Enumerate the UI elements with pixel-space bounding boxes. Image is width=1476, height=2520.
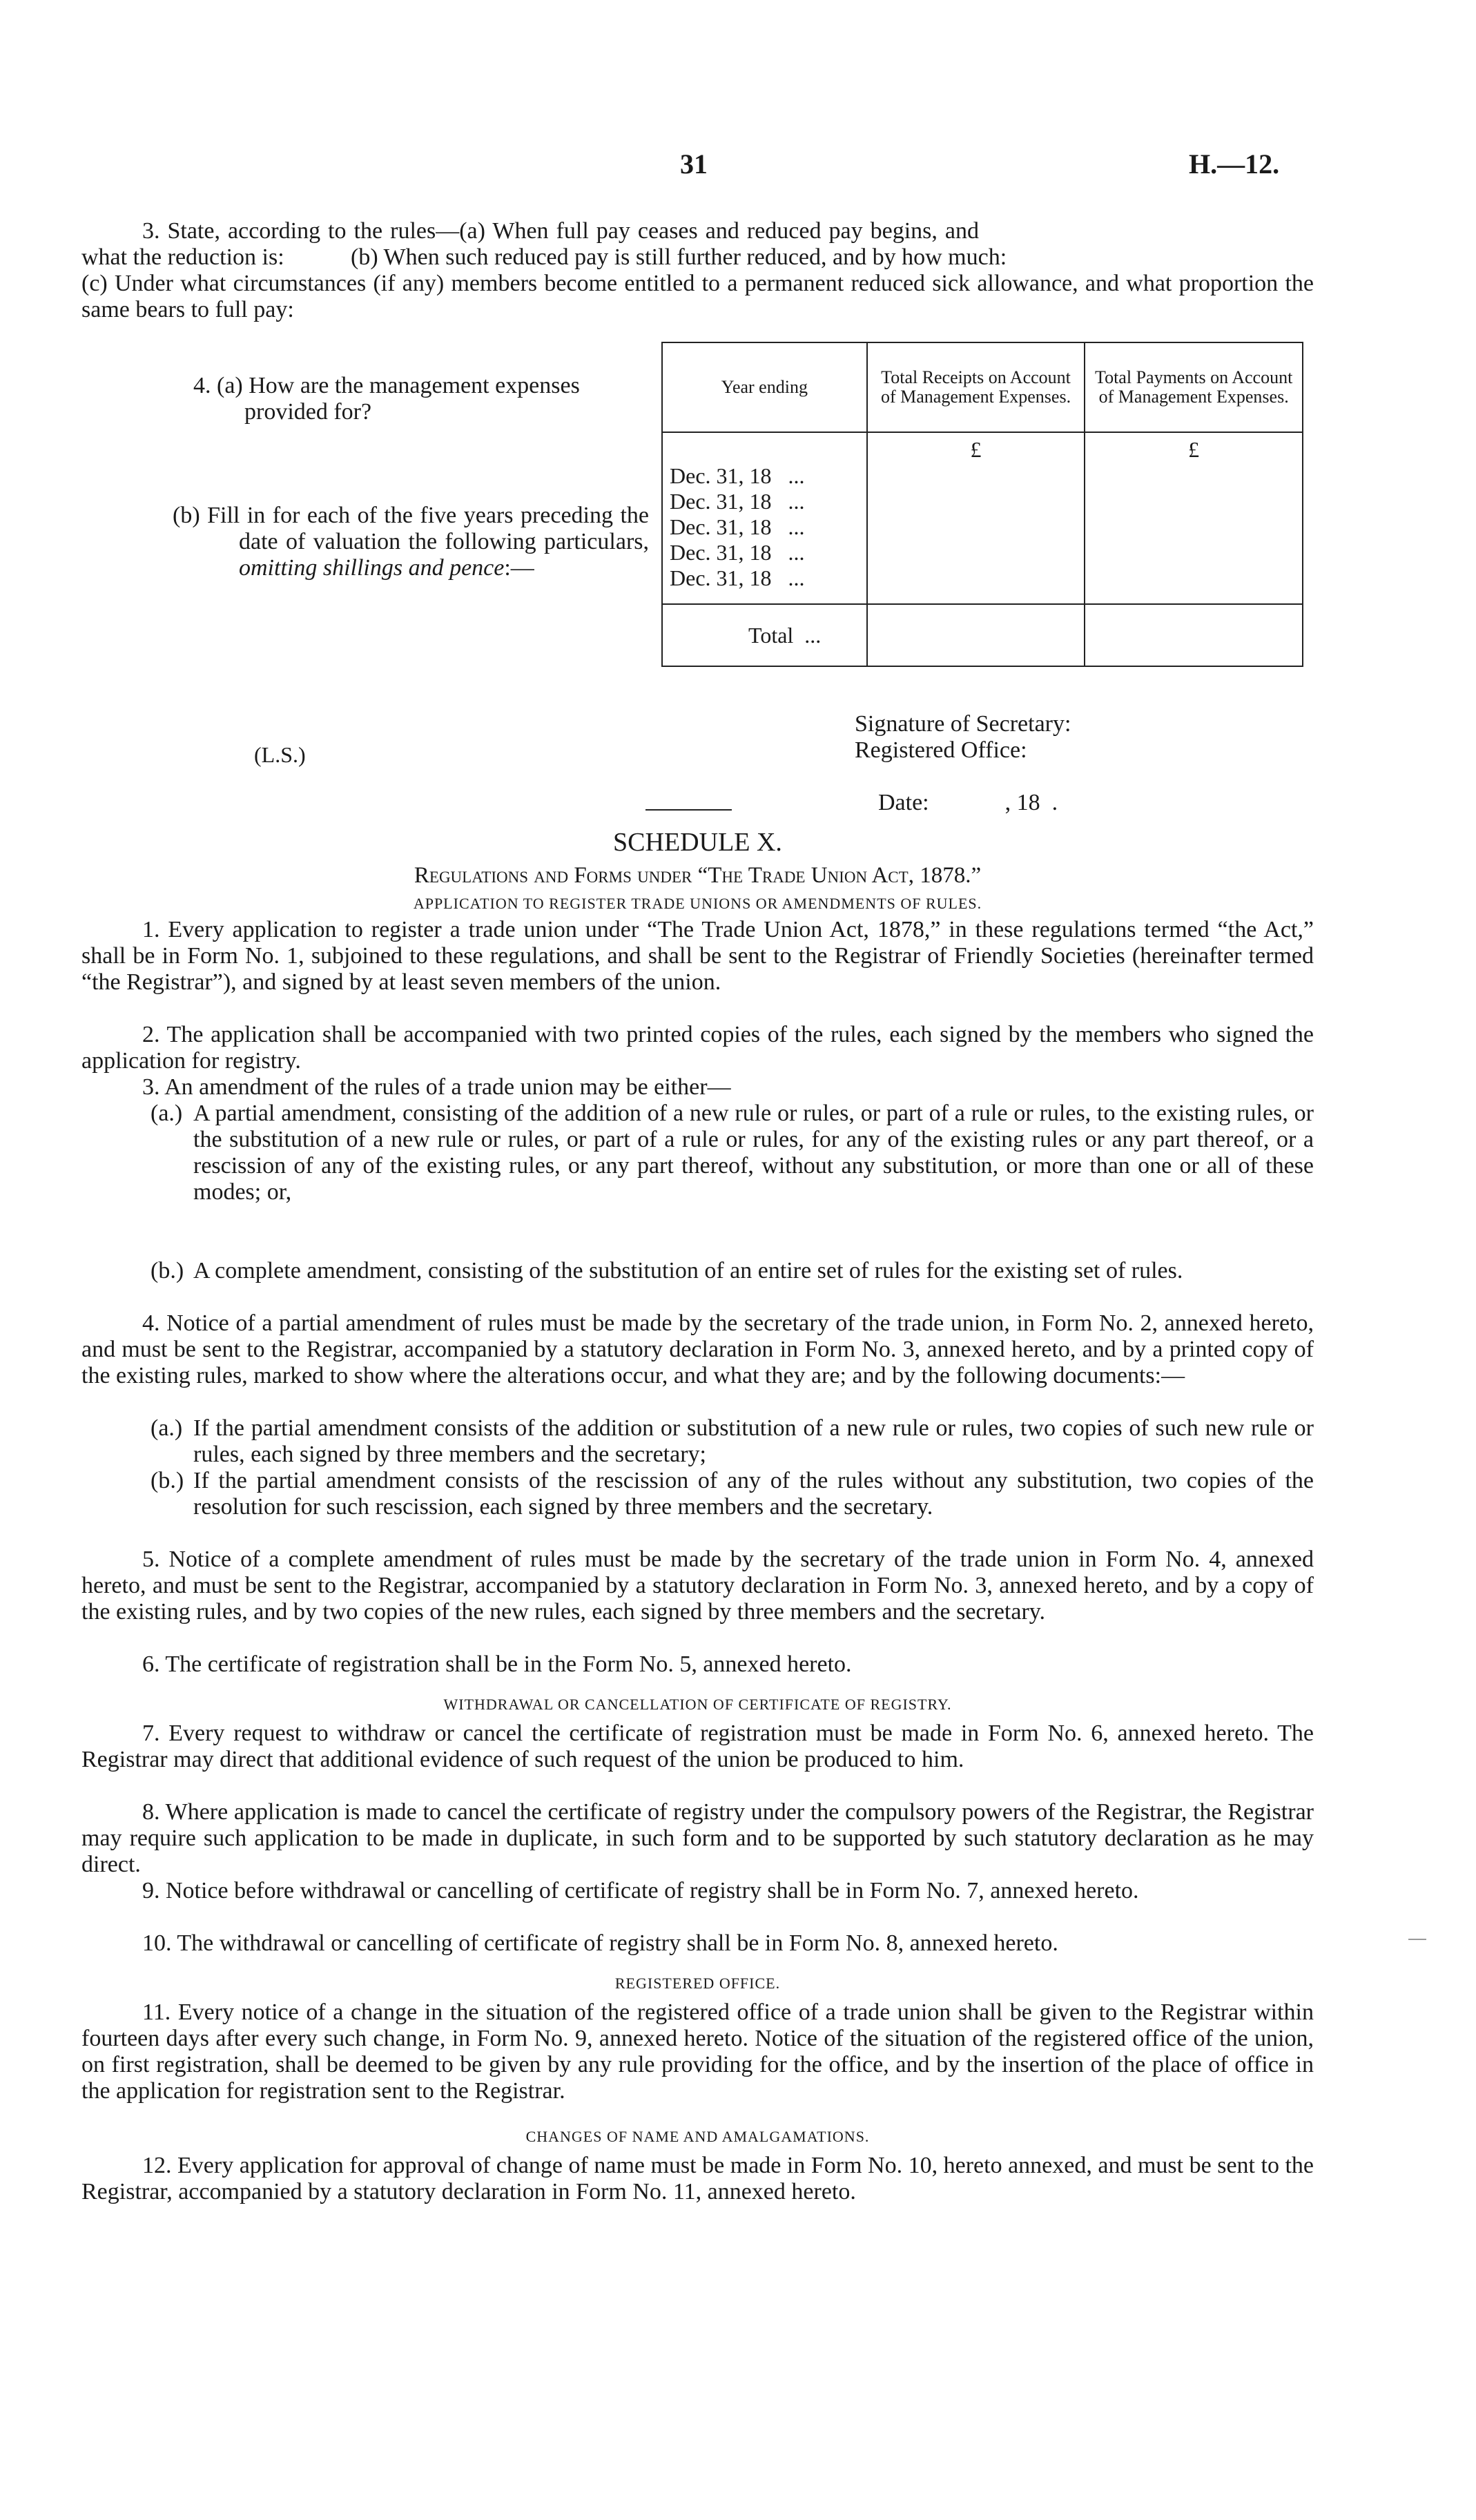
list-text: A complete amendment, consisting of the substitution of an entire set of rules for the existing set of rules. bbox=[193, 1258, 1183, 1283]
heading-withdrawal: WITHDRAWAL OR CANCELLATION OF CERTIFICATE OF REGISTRY. bbox=[443, 1696, 952, 1713]
paragraph-9: 9. Notice before withdrawal or cancelling of certificate of registry shall be in Form No. 7, annexed hereto. bbox=[142, 1878, 1139, 1903]
list-text: If the partial amendment consists of the rescission of any of the rules without any substitution, two copies of the resolution for such rescission, each signed by three members and the secretary. bbox=[193, 1468, 1314, 1520]
heading-changes-of-name: CHANGES OF NAME AND AMALGAMATIONS. bbox=[525, 2128, 870, 2145]
header-total-receipts: Total Receipts on Account of Management Expenses. bbox=[867, 342, 1085, 432]
paragraph-3: 3. An amendment of the rules of a trade union may be either— bbox=[142, 1074, 731, 1100]
margin-mark bbox=[1408, 1939, 1426, 1940]
heading-application: APPLICATION TO REGISTER TRADE UNIONS OR AMENDMENTS OF RULES. bbox=[413, 895, 982, 912]
total-label: Total ... bbox=[662, 604, 867, 666]
table-row: Dec. 31, 18 ... bbox=[670, 565, 805, 590]
table-header-row bbox=[662, 342, 1303, 432]
paragraph-6: 6. The certificate of registration shall be in the Form No. 5, annexed hereto. bbox=[142, 1651, 852, 1677]
question-4-b bbox=[173, 503, 649, 581]
paragraph-8: 8. Where application is made to cancel the certificate of registry under the compulsory powers of the Registrar, the Registrar may require such application to be made in duplicate, in such form and to be supported by such statutory declaration as he may direct. bbox=[81, 1799, 1314, 1877]
table-total-row bbox=[662, 604, 1303, 666]
list-label: (a.) bbox=[150, 1415, 183, 1441]
date-text: Date: bbox=[878, 790, 929, 815]
receipts-column bbox=[867, 432, 1085, 604]
payments-column bbox=[1085, 432, 1303, 604]
header-total-payments: Total Payments on Account of Management Expenses. bbox=[1085, 342, 1303, 432]
document-reference: H.—12. bbox=[1189, 148, 1280, 180]
signature-secretary: Signature of Secretary: bbox=[855, 711, 1071, 737]
table-row: Dec. 31, 18 ... bbox=[670, 514, 805, 539]
paragraph-3b bbox=[150, 1258, 1314, 1284]
question-4-b-italic: omitting shillings and pence bbox=[239, 555, 505, 581]
list-label: (a.) bbox=[150, 1101, 183, 1126]
currency-pound: £ bbox=[970, 437, 982, 462]
management-expenses-table bbox=[661, 342, 1303, 667]
paragraph-7: 7. Every request to withdraw or cancel the certificate of registration must be made in Form No. 6, annexed hereto. The Registrar may direct that additional evidence of such request of the union be produced to him. bbox=[81, 1721, 1314, 1772]
table-body-row bbox=[662, 432, 1303, 604]
list-label: (b.) bbox=[150, 1468, 184, 1493]
seal-label: (L.S.) bbox=[254, 742, 306, 767]
table-row: Dec. 31, 18 ... bbox=[670, 489, 805, 514]
section-divider bbox=[645, 809, 732, 811]
total-receipts-cell bbox=[867, 604, 1085, 666]
paragraph-5: 5. Notice of a complete amendment of rules must be made by the secretary of the trade union in Form No. 4, annexed hereto, and must be sent to the Registrar, accompanied by a statutory declaration in Form No. 3, annexed hereto, and by a copy of the existing rules, and by two copies of the new rules, each signed by three members and the secretary. bbox=[81, 1547, 1314, 1625]
heading-registered-office: REGISTERED OFFICE. bbox=[614, 1975, 781, 1992]
question-4-b-main: (b) Fill in for each of the five years preceding the date of valuation the following particulars, bbox=[173, 503, 649, 554]
question-4-a: 4. (a) How are the management expenses provided for? bbox=[193, 373, 580, 425]
paragraph-4b bbox=[150, 1468, 1314, 1520]
schedule-subtitle: Regulations and Forms under “The Trade Union Act, 1878.” bbox=[414, 863, 982, 888]
paragraph-11: 11. Every notice of a change in the situation of the registered office of a trade union shall be given to the Registrar within fourteen days after every such change, in Form No. 9, annexed hereto. Notice of the situation of the registered office of the union, on first registration, shall be deemed to be given by any rule providing for the office, and by the insertion of the place of office in the application for registration sent to the Registrar. bbox=[81, 1999, 1314, 2104]
paragraph-10: 10. The withdrawal or cancelling of certificate of registry shall be in Form No. 8, annexed hereto. bbox=[142, 1930, 1058, 1956]
list-text: A partial amendment, consisting of the addition of a new rule or rules, or part of a rule or rules, to the existing rules, or the substitution of a new rule or rules, or part of a rule or rules, for any of the existing rules or any part thereof, or a rescission of any of the existing rules, or any part thereof, without any substitution, or more than one or all of these modes; or, bbox=[193, 1101, 1314, 1205]
paragraph-2: 2. The application shall be accompanied with two printed copies of the rules, each signed by the members who signed the application for registry. bbox=[81, 1022, 1314, 1074]
year-column bbox=[662, 432, 867, 604]
question-4-b-end: :— bbox=[504, 555, 534, 581]
question-3-a: 3. State, according to the rules—(a) When full pay ceases and reduced pay begins, and what the reduction is: bbox=[81, 218, 979, 270]
paragraph-12: 12. Every application for approval of change of name must be made in Form No. 10, hereto annexed, and must be sent to the Registrar, accompanied by a statutory declaration in Form No. 11, annexed hereto. bbox=[81, 2153, 1314, 2204]
total-payments-cell bbox=[1085, 604, 1303, 666]
page-number: 31 bbox=[680, 148, 708, 180]
table-row: Dec. 31, 18 ... bbox=[670, 463, 805, 488]
schedule-title: SCHEDULE X. bbox=[613, 828, 782, 857]
list-text: If the partial amendment consists of the addition or substitution of a new rule or rules, two copies of such new rule or rules, each signed by three members and the secretary; bbox=[193, 1415, 1314, 1467]
header-year-ending: Year ending bbox=[662, 342, 867, 432]
paragraph-3a bbox=[150, 1101, 1314, 1205]
paragraph-1: 1. Every application to register a trade union under “The Trade Union Act, 1878,” in these regulations termed “the Act,” shall be in Form No. 1, subjoined to these regulations, and shall be sent to the Registrar of Friendly Societies (hereinafter termed “the Registrar”), and signed by at least seven members of the union. bbox=[81, 917, 1314, 995]
date-suffix: , 18 . bbox=[1004, 790, 1058, 815]
paragraph-4: 4. Notice of a partial amendment of rules must be made by the secretary of the trade union, in Form No. 2, annexed hereto, and must be sent to the Registrar, accompanied by a statutory declaration in Form No. 3, annexed hereto, and by a printed copy of the existing rules, marked to show where the alterations occur, and what they are; and by the following documents:— bbox=[81, 1310, 1314, 1388]
list-label: (b.) bbox=[150, 1258, 184, 1283]
table-row: Dec. 31, 18 ... bbox=[670, 540, 805, 565]
question-3-b: (b) When such reduced pay is still further reduced, and by how much: bbox=[351, 244, 1007, 270]
registered-office-label: Registered Office: bbox=[855, 737, 1027, 763]
paragraph-4a bbox=[150, 1415, 1314, 1468]
currency-pound: £ bbox=[1188, 437, 1200, 462]
question-3-c: (c) Under what circumstances (if any) members become entitled to a permanent reduced sick allowance, and what proportion the same bears to full pay: bbox=[81, 271, 1314, 322]
